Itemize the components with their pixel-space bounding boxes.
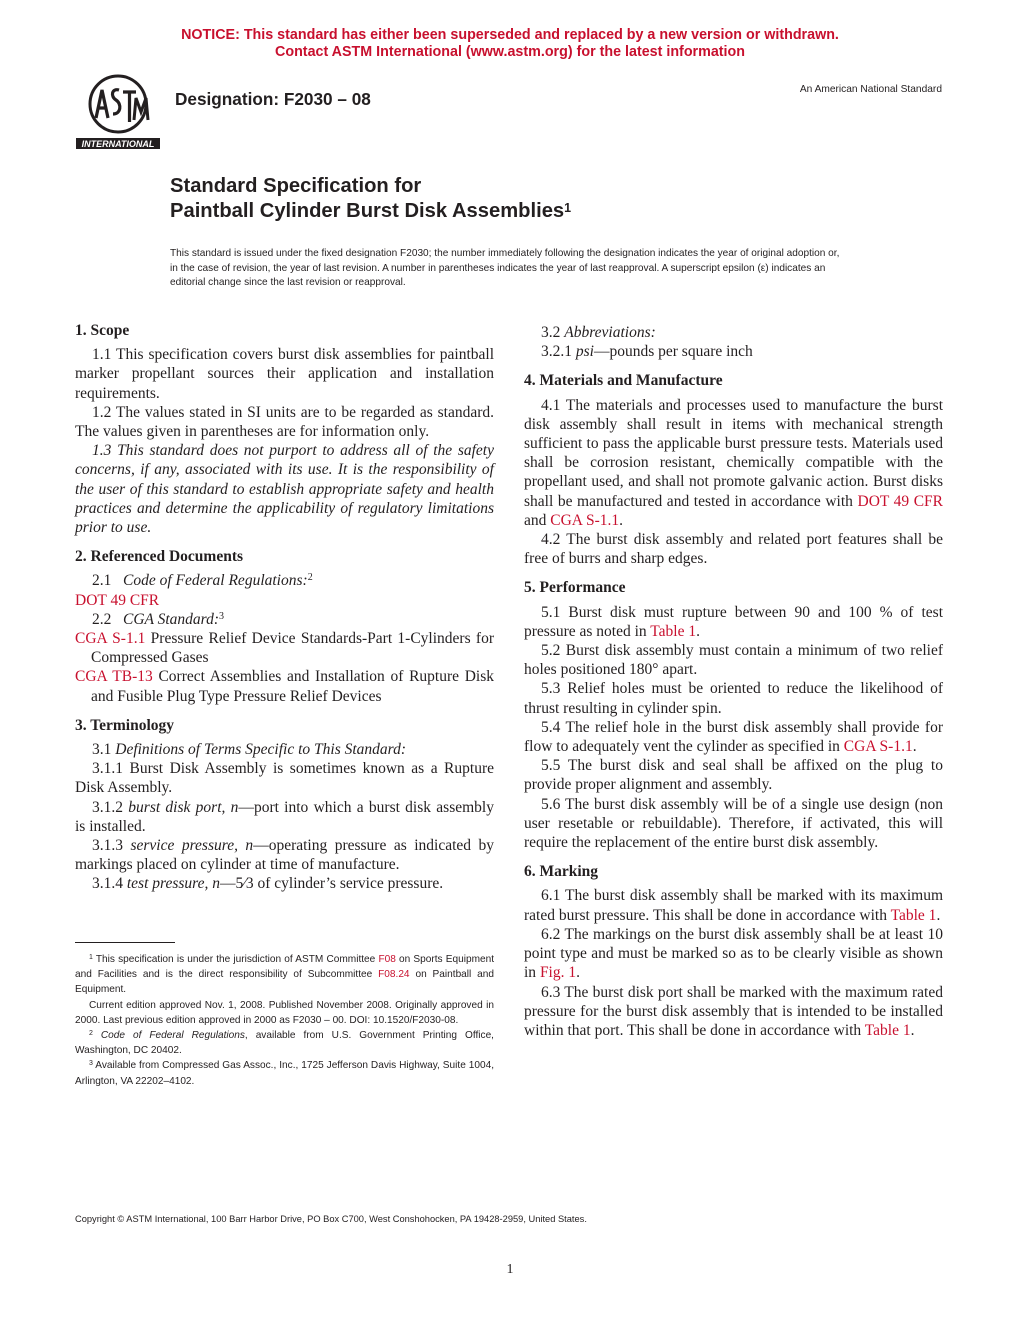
copyright-line: Copyright © ASTM International, 100 Barr Harbor Drive, PO Box C700, West Conshohocken, PA 19428-2959, United States. xyxy=(75,1214,587,1224)
para-text: and xyxy=(524,511,547,529)
para-number: 3.1.4 xyxy=(92,875,123,893)
footnote-text: Available from Compressed Gas Assoc., Inc., 1725 Jefferson Davis Highway, Suite 1004, Arlington, VA 22202–4102. xyxy=(75,1060,495,1087)
para-5-2: 5.2 Burst disk assembly must contain a minimum of two relief holes positioned 180° apart. xyxy=(524,642,943,679)
title-footnote-ref[interactable]: 1 xyxy=(564,201,572,215)
para-text: . xyxy=(912,738,917,756)
abbreviations-title: Abbreviations: xyxy=(564,324,656,341)
footnote-ref-3[interactable]: 3 xyxy=(219,610,225,622)
issued-note: This standard is issued under the fixed designation F2030; the number immediately following the designation indicates the year of original adoption or, in the case of revision, the year of last revision. A number in parentheses indicates the year of last reapproval. A superscript epsilon (ε) indicates an editorial change since the last revision or reapproval. xyxy=(170,248,840,288)
page-number: 1 xyxy=(506,1262,514,1277)
defined-term: psi xyxy=(575,343,594,361)
left-column xyxy=(75,321,494,894)
section-heading-referenced-documents: 2. Referenced Documents xyxy=(75,548,244,566)
ref-dot-49-cfr[interactable]: DOT 49 CFR xyxy=(75,591,160,609)
para-text: 4.1 The materials and processes used to manufacture the burst disk assembly shall result in items with mechanical strength sufficient to pass the applicable burst pressure tests. Materials used shall be corrosion resistant, chemically compatible with the propellant used, and shall not promote galvanic action. Burst disks shall be manufactured and tested in accordance with xyxy=(524,396,943,510)
para-text: . xyxy=(910,1021,915,1039)
defined-term: service pressure, n xyxy=(130,837,254,855)
term-definition: —pounds per square inch xyxy=(593,343,753,361)
para-number: 2.1 xyxy=(92,572,112,590)
para-text: 6.1 The burst disk assembly shall be marked with its maximum rated burst pressure. This shall be done in accordance with xyxy=(524,887,943,924)
para-number: 3.1.2 xyxy=(92,798,123,816)
para-3-1 xyxy=(75,740,494,759)
para-3-1-4 xyxy=(75,874,494,893)
para-2-1 xyxy=(75,571,494,590)
withdrawn-notice xyxy=(0,27,1020,61)
ref-cga-s11-link[interactable]: CGA S-1.1 xyxy=(843,738,913,756)
ref-cga-s11-link[interactable]: CGA S-1.1 xyxy=(75,630,146,648)
para-3-2 xyxy=(524,323,943,342)
fig-1-link[interactable]: Fig. 1 xyxy=(539,964,577,982)
designation: Designation: F2030 – 08 xyxy=(175,89,371,109)
title-line-1: Standard Specification for xyxy=(170,175,422,197)
para-4-1 xyxy=(524,396,943,530)
footnote-2 xyxy=(75,1028,494,1058)
para-number: 2.2 xyxy=(92,610,112,628)
ref-group-title: Code of Federal Regulations: xyxy=(123,572,308,590)
footnotes xyxy=(75,952,494,1089)
safety-caveat: 1.3 This standard does not purport to address all of the safety concerns, if any, associated with its use. It is the responsibility of the user of this standard to establish appropriate safety and health practices and determine the applicability of regulatory limitations prior to use. xyxy=(75,442,494,537)
para-text: 6.3 The burst disk port shall be marked with the maximum rated pressure for the burst disk assembly that is intended to be installed within that port. This shall be done in accordance with xyxy=(524,983,943,1039)
notice-line-1: NOTICE: This standard has either been superseded and replaced by a new version or withdrawn. xyxy=(181,27,839,43)
footnote-divider xyxy=(75,942,175,943)
footnote-number: 2 xyxy=(89,1030,93,1038)
para-3-1-3 xyxy=(75,836,494,874)
right-column xyxy=(524,323,943,1040)
footnote-text: , available from U.S. Government Printing Office, Washington, DC 20402. xyxy=(75,1030,494,1057)
para-number: 3.2 xyxy=(541,324,561,341)
section-heading-terminology: 3. Terminology xyxy=(75,716,175,734)
ref-cga-tb13-item xyxy=(75,667,494,705)
section-heading-materials: 4. Materials and Manufacture xyxy=(524,372,723,390)
table-1-link[interactable]: Table 1 xyxy=(890,906,937,924)
para-1-3 xyxy=(75,441,494,537)
astm-logo-icon xyxy=(74,74,162,152)
para-2-2 xyxy=(75,610,494,629)
para-5-5: 5.5 The burst disk and seal shall be affixed on the plug to provide proper alignment and assembly. xyxy=(524,757,943,794)
term-definition: —operating pressure as indicated by markings placed on cylinder at time of manufacture. xyxy=(75,837,494,874)
para-1-1: 1.1 This specification covers burst disk assemblies for paintball marker propellant sources their application and installation requirements. xyxy=(75,346,494,402)
ref-cga-s11-link[interactable]: CGA S-1.1 xyxy=(550,511,620,529)
term-definition: —5⁄3 of cylinder’s service pressure. xyxy=(220,875,444,893)
ref-dot-49-cfr-link[interactable]: DOT 49 CFR xyxy=(857,492,944,510)
footnote-3 xyxy=(75,1058,494,1088)
title-text: Paintball Cylinder Burst Disk Assemblies xyxy=(170,200,565,222)
para-6-3 xyxy=(524,983,943,1041)
notice-line-2: Contact ASTM International (www.astm.org) for the latest information xyxy=(275,44,745,60)
ref-cga-tb13-link[interactable]: CGA TB-13 xyxy=(75,668,153,686)
para-1-2: 1.2 The values stated in SI units are to be regarded as standard. The values given in parentheses are for information only. xyxy=(75,403,494,441)
edition-note: Current edition approved Nov. 1, 2008. Published November 2008. Originally approved in 2000. Last previous edition approved in 2000 as F2030 – 00. DOI: 10.1520/F2030-08. xyxy=(75,999,494,1026)
para-6-1 xyxy=(524,886,943,924)
para-text: . xyxy=(696,622,700,640)
footnote-number: 3 xyxy=(89,1060,93,1068)
para-5-3: 5.3 Relief holes must be oriented to reduce the likelihood of thrust resulting in cylinder spin. xyxy=(524,680,943,717)
para-3-1-1: 3.1.1 Burst Disk Assembly is sometimes known as a Rupture Disk Assembly. xyxy=(75,760,494,797)
para-3-1-2 xyxy=(75,798,494,836)
table-1-link[interactable]: Table 1 xyxy=(864,1021,911,1039)
para-5-4 xyxy=(524,718,943,756)
defined-term: test pressure, n xyxy=(126,875,221,893)
definitions-title: Definitions of Terms Specific to This Standard: xyxy=(115,741,407,759)
footnote-title: Code of Federal Regulations xyxy=(100,1030,245,1042)
section-heading-scope: 1. Scope xyxy=(75,322,130,339)
title-line-2 xyxy=(170,199,571,224)
logo-wordmark: INTERNATIONAL xyxy=(81,139,155,149)
footnote-text: This specification is under the jurisdiction of ASTM Committee xyxy=(95,954,376,965)
committee-f08-link[interactable]: F08 xyxy=(378,954,396,965)
footnote-text: on Sports Equipment and Facilities and is the direct responsibility of Subcommittee xyxy=(75,954,495,981)
para-number: 3.2.1 xyxy=(541,343,572,361)
para-text: . xyxy=(936,906,941,924)
defined-term: burst disk port, n xyxy=(128,798,239,816)
para-text: 5.1 Burst disk must rupture between 90 and 100 % of test pressure as noted in xyxy=(524,603,943,640)
footnote-1 xyxy=(75,952,494,998)
footnote-number: 1 xyxy=(89,954,93,961)
para-5-6: 5.6 The burst disk assembly will be of a single use design (non user resetable or rebuildable). Therefore, if activated, this will require the replacement of the entire burst disk assembly. xyxy=(524,795,943,852)
para-4-2: 4.2 The burst disk assembly and related port features shall be free of burrs and sharp edges. xyxy=(524,531,943,568)
footnote-text: on Paintball and Equipment. xyxy=(75,969,494,996)
ref-cga-s11-item xyxy=(75,629,494,667)
term-definition: —port into which a burst disk assembly is installed. xyxy=(75,798,494,835)
section-heading-performance: 5. Performance xyxy=(524,579,626,597)
para-text: . xyxy=(619,511,624,529)
section-heading-marking: 6. Marking xyxy=(524,863,599,881)
table-1-link[interactable]: Table 1 xyxy=(650,622,697,640)
para-3-2-1 xyxy=(524,342,943,361)
para-number: 3.1.3 xyxy=(92,837,123,855)
para-text: 5.4 The relief hole in the burst disk assembly shall provide for flow to adequately vent the cylinder as specified in xyxy=(524,718,943,756)
para-6-2 xyxy=(524,925,943,983)
para-text: 6.2 The markings on the burst disk assembly shall be at least 10 point type and must be marked so as to be clearly visible as shown in xyxy=(524,925,943,982)
para-number: 3.1 xyxy=(92,741,112,759)
ref-group-title: CGA Standard: xyxy=(123,610,220,628)
document-title xyxy=(170,174,571,224)
ref-description: Pressure Relief Device Standards-Part 1-Cylinders for Compressed Gases xyxy=(91,630,495,667)
ref-description: Correct Assemblies and Installation of Rupture Disk and Fusible Plug Type Pressure Relief Devices xyxy=(91,668,494,705)
para-5-1 xyxy=(524,603,943,641)
subcommittee-f08-24-link[interactable]: F08.24 xyxy=(378,969,410,981)
footnote-ref-2[interactable]: 2 xyxy=(307,572,313,584)
para-text: . xyxy=(576,964,580,982)
national-standard-label: An American National Standard xyxy=(799,84,942,95)
